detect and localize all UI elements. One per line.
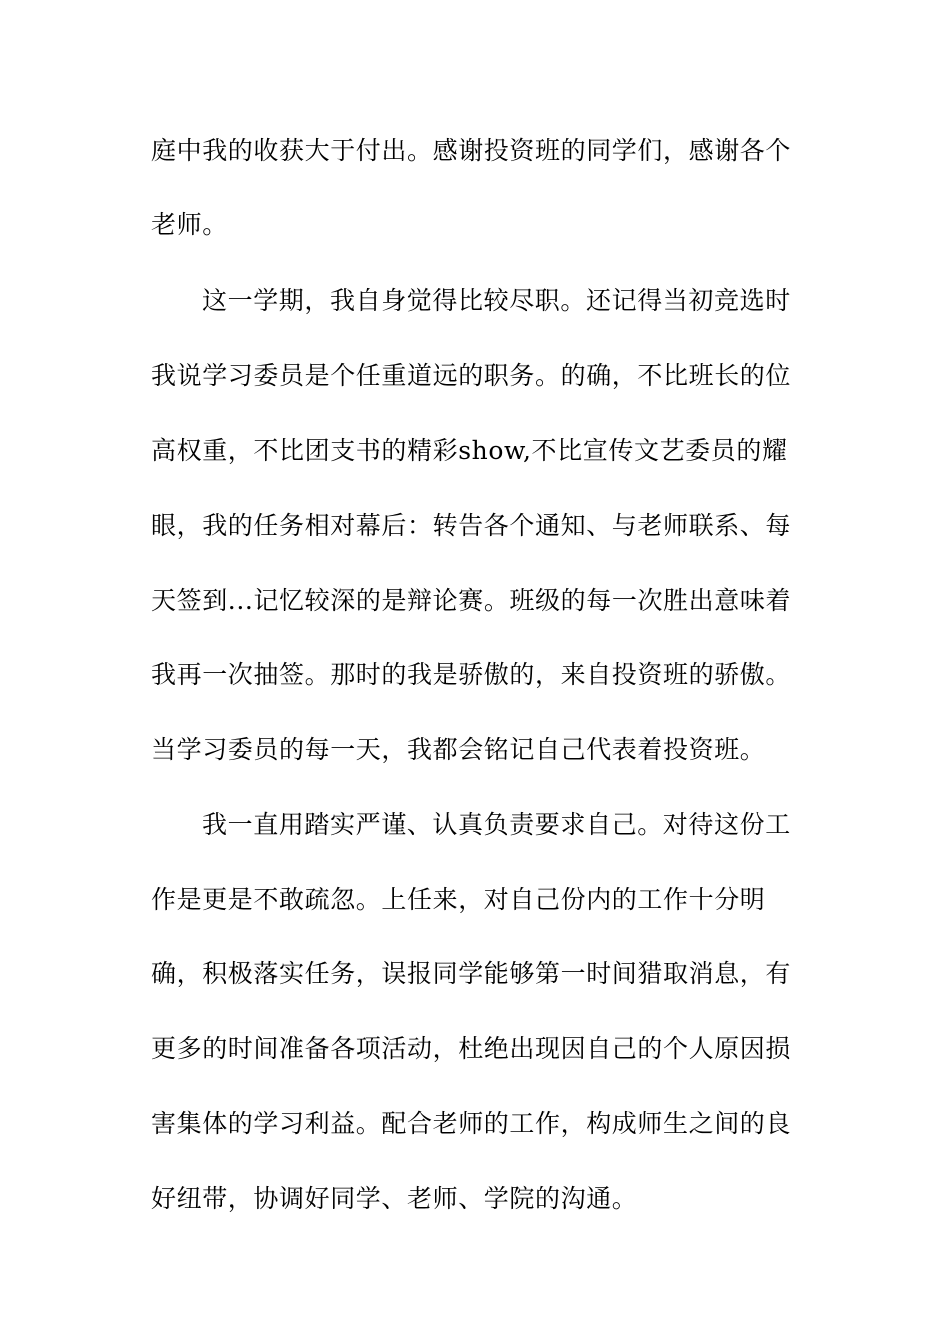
paragraph-start-line: 我一直用踏实严谨、认真负责要求自己。对待这份工 — [202, 810, 791, 839]
text-line: 我说学习委员是个任重道远的职务。的确，不比班长的位 — [151, 361, 792, 390]
text-line: 作是更是不敢疏忽。上任来，对自己份内的工作十分明 — [151, 885, 766, 914]
text-line: 眼，我的任务相对幕后：转告各个通知、与老师联系、每 — [151, 511, 792, 540]
paragraph-start-line: 这一学期，我自身觉得比较尽职。还记得当初竞选时 — [202, 286, 791, 315]
text-line: 害集体的学习利益。配合老师的工作，构成师生之间的良 — [151, 1109, 792, 1138]
text-line: 我再一次抽签。那时的我是骄傲的，来自投资班的骄傲。 — [151, 660, 792, 689]
text-line: 好纽带，协调好同学、老师、学院的沟通。 — [151, 1184, 638, 1213]
text-line: 老师。 — [151, 210, 228, 239]
text-line: 天签到...记忆较深的是辩论赛。班级的每一次胜出意味着 — [151, 586, 792, 615]
text-line: 高权重，不比团支书的精彩show,不比宣传文艺委员的耀 — [151, 436, 788, 465]
text-line: 当学习委员的每一天，我都会铭记自己代表着投资班。 — [151, 735, 766, 764]
text-line: 庭中我的收获大于付出。感谢投资班的同学们，感谢各个 — [151, 136, 792, 165]
text-line: 更多的时间准备各项活动，杜绝出现因自己的个人原因损 — [151, 1034, 792, 1063]
text-line: 确，积极落实任务，误报同学能够第一时间猎取消息，有 — [151, 959, 792, 988]
